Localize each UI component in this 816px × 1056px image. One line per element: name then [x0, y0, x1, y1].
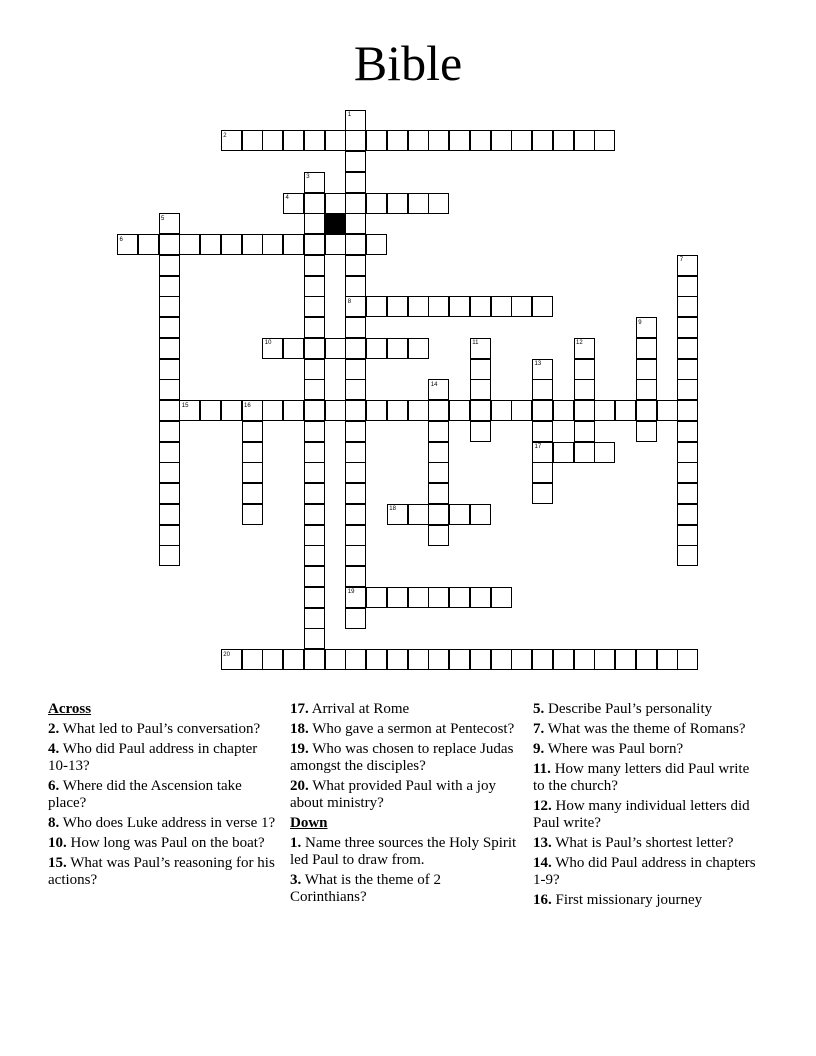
grid-cell[interactable]	[470, 379, 491, 400]
grid-cell[interactable]	[677, 379, 698, 400]
grid-cell[interactable]	[345, 317, 366, 338]
grid-cell[interactable]	[159, 276, 180, 297]
clue-number-label: 15	[181, 402, 189, 409]
grid-cell[interactable]	[574, 130, 595, 151]
grid-cell[interactable]	[677, 317, 698, 338]
clue-number-label: 1	[347, 112, 352, 118]
grid-cell[interactable]	[677, 338, 698, 359]
grid-cell[interactable]	[221, 234, 242, 255]
grid-cell[interactable]	[428, 296, 449, 317]
clue-number-label: 13	[534, 361, 542, 367]
grid-cell[interactable]	[242, 483, 263, 504]
grid-cell[interactable]	[325, 193, 346, 214]
grid-cell[interactable]	[242, 442, 263, 463]
grid-cell[interactable]	[262, 400, 283, 421]
grid-cell[interactable]	[449, 400, 470, 421]
grid-cell[interactable]	[345, 566, 366, 587]
clue-down-7: 7. What was the theme of Romans?	[533, 721, 746, 737]
grid-cell[interactable]	[449, 649, 470, 670]
grid-cell[interactable]	[428, 400, 449, 421]
grid-cell[interactable]	[408, 130, 429, 151]
grid-cell[interactable]	[345, 338, 366, 359]
grid-cell[interactable]	[304, 462, 325, 483]
grid-cell[interactable]	[345, 649, 366, 670]
clue-across-2: 2. What led to Paul’s conversation?	[48, 721, 261, 737]
grid-cell[interactable]	[532, 296, 553, 317]
clue-across-15: 15. What was Paul’s reasoning for his actions?	[48, 855, 275, 888]
grid-cell[interactable]	[387, 400, 408, 421]
grid-cell[interactable]	[511, 649, 532, 670]
clue-across-8: 8. Who does Luke address in verse 1?	[48, 815, 276, 831]
grid-cell[interactable]	[325, 130, 346, 151]
clue-number-label: 2	[223, 132, 227, 139]
grid-cell[interactable]	[325, 649, 346, 670]
grid-cell[interactable]	[574, 379, 595, 400]
grid-cell[interactable]	[677, 504, 698, 525]
grid-cell[interactable]	[345, 504, 366, 525]
grid-cell[interactable]	[636, 359, 657, 380]
grid-cell[interactable]	[594, 400, 615, 421]
grid-cell[interactable]	[345, 276, 366, 297]
across-heading: Across	[48, 701, 92, 717]
grid-cell[interactable]	[345, 421, 366, 442]
grid-cell[interactable]	[657, 649, 678, 670]
grid-cell[interactable]	[159, 317, 180, 338]
grid-cell[interactable]	[677, 649, 698, 670]
grid-cell[interactable]	[159, 296, 180, 317]
clue-number-label: 17	[534, 444, 542, 450]
grid-cell[interactable]	[428, 130, 449, 151]
grid-cell[interactable]	[345, 130, 366, 151]
grid-cell[interactable]	[428, 649, 449, 670]
clue-number-label: 12	[576, 340, 583, 347]
grid-cell[interactable]	[387, 338, 408, 359]
grid-cell[interactable]	[242, 462, 263, 483]
grid-cell[interactable]	[345, 255, 366, 276]
grid-cell[interactable]	[304, 255, 325, 276]
clue-number-label: 20	[223, 651, 230, 658]
grid-cell[interactable]	[511, 400, 532, 421]
clue-number-label: 6	[119, 236, 123, 243]
grid-cell[interactable]	[449, 504, 470, 525]
grid-cell[interactable]	[470, 296, 491, 317]
grid-cell[interactable]	[428, 193, 449, 214]
grid-cell[interactable]	[677, 400, 698, 421]
grid-cell[interactable]	[283, 649, 304, 670]
grid-cell[interactable]	[470, 587, 491, 608]
clues-column-2	[290, 701, 518, 909]
grid-cell[interactable]	[325, 338, 346, 359]
grid-cell[interactable]	[345, 359, 366, 380]
clue-down-13: 13. What is Paul’s shortest letter?	[533, 835, 734, 851]
grid-cell[interactable]	[262, 649, 283, 670]
grid-cell[interactable]	[304, 483, 325, 504]
grid-cell[interactable]	[345, 462, 366, 483]
grid-cell[interactable]	[511, 296, 532, 317]
grid-cell[interactable]	[159, 338, 180, 359]
grid-cell[interactable]	[159, 234, 180, 255]
grid-cell[interactable]	[636, 338, 657, 359]
grid-cell[interactable]	[366, 193, 387, 214]
grid-cell[interactable]	[636, 379, 657, 400]
grid-cell[interactable]	[283, 338, 304, 359]
grid-cell[interactable]	[283, 130, 304, 151]
grid-cell[interactable]	[304, 317, 325, 338]
grid-cell[interactable]	[345, 442, 366, 463]
grid-cell[interactable]	[677, 525, 698, 546]
clue-number-label: 16	[244, 402, 251, 409]
grid-cell[interactable]	[366, 130, 387, 151]
grid-cell[interactable]	[594, 649, 615, 670]
clue-down-12: 12. How many individual letters did Paul write?	[533, 798, 750, 831]
clue-across-20: 20. What provided Paul with a joy about ministry?	[290, 778, 496, 811]
grid-cell[interactable]	[304, 442, 325, 463]
grid-cell[interactable]	[345, 483, 366, 504]
grid-cell[interactable]	[283, 234, 304, 255]
grid-cell[interactable]	[304, 608, 325, 629]
grid-cell[interactable]	[428, 587, 449, 608]
clue-down-11: 11. How many letters did Paul write to the church?	[533, 761, 750, 794]
grid-cell[interactable]	[304, 421, 325, 442]
grid-cell[interactable]	[304, 587, 325, 608]
grid-cell[interactable]	[491, 130, 512, 151]
grid-cell[interactable]	[470, 649, 491, 670]
grid-cell[interactable]	[428, 421, 449, 442]
grid-cell[interactable]	[159, 483, 180, 504]
grid-cell[interactable]	[470, 400, 491, 421]
grid-cell[interactable]	[304, 276, 325, 297]
grid-cell[interactable]	[366, 296, 387, 317]
clue-number-label: 7	[679, 257, 684, 264]
grid-cell[interactable]	[345, 608, 366, 629]
grid-cell[interactable]	[408, 296, 429, 317]
grid-cell[interactable]	[387, 130, 408, 151]
grid-cell[interactable]	[159, 359, 180, 380]
grid-cell[interactable]	[408, 587, 429, 608]
grid-cell[interactable]	[532, 130, 553, 151]
clue-across-6: 6. Where did the Ascension take place?	[48, 778, 242, 811]
grid-cell[interactable]	[200, 234, 221, 255]
grid-cell[interactable]	[491, 587, 512, 608]
grid-cell[interactable]	[159, 255, 180, 276]
grid-cell[interactable]	[159, 379, 180, 400]
grid-cell[interactable]	[159, 545, 180, 566]
grid-cell[interactable]	[449, 130, 470, 151]
clue-number-label: 5	[161, 215, 165, 222]
clue-down-16: 16. First missionary journey	[533, 892, 703, 908]
grid-cell[interactable]	[304, 628, 325, 649]
grid-cell[interactable]	[345, 193, 366, 214]
grid-cell[interactable]	[615, 400, 636, 421]
grid-cell[interactable]	[242, 130, 263, 151]
grid-cell[interactable]	[408, 504, 429, 525]
grid-cell[interactable]	[428, 462, 449, 483]
grid-cell[interactable]	[532, 462, 553, 483]
clue-down-5: 5. Describe Paul’s personality	[533, 701, 713, 717]
grid-cell[interactable]	[304, 649, 325, 670]
clue-across-4: 4. Who did Paul address in chapter 10-13?	[48, 741, 258, 774]
clue-number-label: 4	[285, 195, 289, 201]
grid-cell[interactable]	[677, 483, 698, 504]
clues-column-3	[533, 701, 761, 912]
grid-cell[interactable]	[304, 193, 325, 214]
grid-cell[interactable]	[574, 421, 595, 442]
grid-cell[interactable]	[304, 379, 325, 400]
grid-cell[interactable]	[304, 566, 325, 587]
grid-cell[interactable]	[159, 504, 180, 525]
grid-cell[interactable]	[491, 400, 512, 421]
clue-number-label: 3	[306, 174, 310, 181]
grid-cell[interactable]	[677, 462, 698, 483]
grid-cell[interactable]	[615, 649, 636, 670]
grid-cell[interactable]	[553, 442, 574, 463]
grid-cell[interactable]	[345, 172, 366, 193]
page-title: Bible	[353, 35, 463, 91]
grid-cell[interactable]	[242, 421, 263, 442]
grid-cell[interactable]	[345, 525, 366, 546]
grid-cell[interactable]	[200, 400, 221, 421]
grid-cell[interactable]	[574, 400, 595, 421]
clue-down-3: 3. What is the theme of 2 Corinthians?	[290, 872, 441, 905]
grid-cell[interactable]	[262, 130, 283, 151]
clue-across-17: 17. Arrival at Rome	[290, 701, 410, 717]
clue-number-label: 14	[430, 381, 438, 388]
grid-cell[interactable]	[677, 442, 698, 463]
grid-cell[interactable]	[221, 400, 242, 421]
grid-cell[interactable]	[594, 442, 615, 463]
grid-cell[interactable]	[159, 442, 180, 463]
grid-cell[interactable]	[553, 400, 574, 421]
grid-cell[interactable]	[677, 421, 698, 442]
grid-cell[interactable]	[242, 504, 263, 525]
grid-cell[interactable]	[366, 587, 387, 608]
grid-cell[interactable]	[304, 296, 325, 317]
clue-number-label: 9	[638, 319, 642, 326]
grid-cell[interactable]	[262, 234, 283, 255]
grid-cell[interactable]	[574, 359, 595, 380]
grid-cell[interactable]	[428, 504, 449, 525]
grid-cell[interactable]	[408, 193, 429, 214]
grid-cell[interactable]	[449, 296, 470, 317]
grid-cell[interactable]	[677, 296, 698, 317]
grid-cell[interactable]	[345, 400, 366, 421]
grid-cell[interactable]	[532, 379, 553, 400]
grid-cell[interactable]	[553, 649, 574, 670]
grid-cell[interactable]	[304, 234, 325, 255]
grid-cell[interactable]	[387, 193, 408, 214]
grid-cell[interactable]	[532, 649, 553, 670]
black-square	[325, 213, 346, 234]
grid-cell[interactable]	[470, 421, 491, 442]
grid-cell[interactable]	[677, 276, 698, 297]
grid-cell[interactable]	[366, 649, 387, 670]
grid-cell[interactable]	[304, 400, 325, 421]
grid-cell[interactable]	[574, 442, 595, 463]
grid-cell[interactable]	[159, 462, 180, 483]
grid-cell[interactable]	[594, 130, 615, 151]
grid-cell[interactable]	[159, 400, 180, 421]
grid-cell[interactable]	[366, 234, 387, 255]
grid-cell[interactable]	[304, 130, 325, 151]
grid-cell[interactable]	[159, 421, 180, 442]
grid-cell[interactable]	[408, 400, 429, 421]
clue-number-label: 19	[347, 589, 355, 596]
grid-cell[interactable]	[449, 587, 470, 608]
grid-cell[interactable]	[304, 338, 325, 359]
clue-across-19: 19. Who was chosen to replace Judas amongst the disciples?	[290, 741, 514, 774]
grid-cell[interactable]	[387, 296, 408, 317]
grid-cell[interactable]	[636, 421, 657, 442]
grid-cell[interactable]	[408, 649, 429, 670]
grid-cell[interactable]	[387, 587, 408, 608]
grid-cell[interactable]	[366, 400, 387, 421]
grid-cell[interactable]	[304, 359, 325, 380]
clues-column-1	[48, 701, 276, 892]
down-heading: Down	[290, 815, 328, 831]
grid-cell[interactable]	[574, 649, 595, 670]
grid-cell[interactable]	[636, 649, 657, 670]
grid-cell[interactable]	[428, 525, 449, 546]
grid-cell[interactable]	[179, 234, 200, 255]
clue-across-10: 10. How long was Paul on the boat?	[48, 835, 265, 851]
grid-cell[interactable]	[325, 400, 346, 421]
clue-number-label: 11	[472, 340, 479, 347]
grid-cell[interactable]	[159, 525, 180, 546]
clue-number-label: 8	[347, 298, 352, 305]
grid-cell[interactable]	[636, 400, 657, 421]
grid-cell[interactable]	[532, 421, 553, 442]
grid-cell[interactable]	[283, 400, 304, 421]
grid-cell[interactable]	[470, 130, 491, 151]
grid-cell[interactable]	[304, 545, 325, 566]
grid-cell[interactable]	[345, 213, 366, 234]
grid-cell[interactable]	[242, 649, 263, 670]
grid-cell[interactable]	[325, 234, 346, 255]
grid-cell[interactable]	[491, 296, 512, 317]
grid-cell[interactable]	[345, 234, 366, 255]
grid-cell[interactable]	[408, 338, 429, 359]
grid-cell[interactable]	[345, 151, 366, 172]
clue-across-18: 18. Who gave a sermon at Pentecost?	[290, 721, 515, 737]
grid-cell[interactable]	[511, 130, 532, 151]
grid-cell[interactable]	[242, 234, 263, 255]
grid-cell[interactable]	[345, 545, 366, 566]
clue-down-14: 14. Who did Paul address in chapters 1-9?	[533, 855, 756, 888]
grid-cell[interactable]	[532, 483, 553, 504]
clue-down-9: 9. Where was Paul born?	[533, 741, 684, 757]
clue-number-label: 18	[389, 506, 396, 513]
grid-cell[interactable]	[491, 649, 512, 670]
clue-number-label: 10	[264, 340, 272, 347]
grid-cell[interactable]	[657, 400, 678, 421]
grid-cell[interactable]	[428, 442, 449, 463]
grid-cell[interactable]	[532, 400, 553, 421]
grid-cell[interactable]	[345, 379, 366, 400]
grid-cell[interactable]	[677, 359, 698, 380]
grid-cell[interactable]	[470, 359, 491, 380]
grid-cell[interactable]	[366, 338, 387, 359]
grid-cell[interactable]	[304, 504, 325, 525]
grid-cell[interactable]	[304, 525, 325, 546]
grid-cell[interactable]	[387, 649, 408, 670]
grid-cell[interactable]	[553, 130, 574, 151]
clue-down-1: 1. Name three sources the Holy Spirit led Paul to draw from.	[290, 835, 517, 868]
grid-cell[interactable]	[138, 234, 159, 255]
grid-cell[interactable]	[304, 213, 325, 234]
grid-cell[interactable]	[470, 504, 491, 525]
grid-cell[interactable]	[428, 483, 449, 504]
grid-cell[interactable]	[677, 545, 698, 566]
